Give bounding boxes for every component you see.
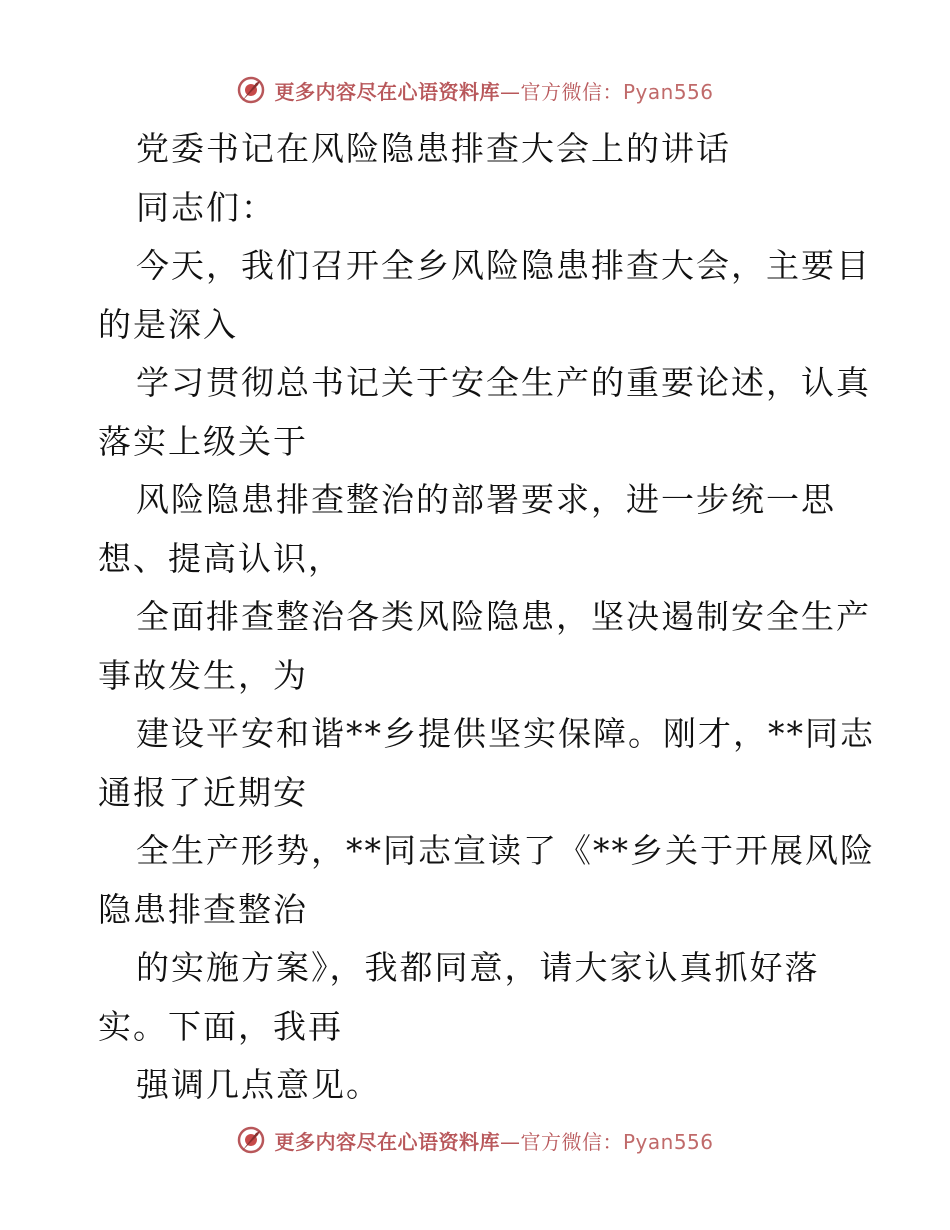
document-line: 学习贯彻总书记关于安全生产的重要论述，认真 (136, 363, 871, 402)
document-line: 今天，我们召开全乡风险隐患排查大会，主要目 (136, 246, 871, 285)
document-line: 事故发生，为 (98, 655, 308, 695)
document-line: 隐患排查整治 (98, 889, 308, 929)
document-line: 建设平安和谐**乡提供坚实保障。刚才，**同志 (136, 714, 875, 753)
watermark-text (274, 1126, 713, 1155)
watermark-main: 更多内容尽在心语资料库 (274, 79, 500, 104)
document-line: 落实上级关于 (98, 421, 308, 461)
document-line: 实。下面，我再 (98, 1006, 343, 1046)
document-line: 的实施方案》，我都同意，请大家认真抓好落 (136, 948, 820, 987)
document-line: 风险隐患排查整治的部署要求，进一步统一思 (136, 480, 836, 519)
document-line: 的是深入 (98, 304, 238, 344)
document-line: 强调几点意见。 (136, 1065, 381, 1104)
watermark-dash: — (499, 1129, 521, 1154)
watermark-wechat-id: Pyan556 (622, 79, 714, 104)
footer-watermark (0, 1120, 950, 1160)
watermark-text (274, 76, 713, 105)
quill-logo-icon (236, 1125, 266, 1155)
document-line: 同志们： (136, 187, 276, 227)
document-line: 全生产形势，**同志宣读了《**乡关于开展风险 (136, 831, 875, 870)
quill-logo-icon (236, 75, 266, 105)
watermark-main: 更多内容尽在心语资料库 (274, 1129, 500, 1154)
document-line: 想、提高认识， (98, 538, 343, 578)
document-title: 党委书记在风险隐患排查大会上的讲话 (136, 129, 731, 168)
document-body (98, 120, 875, 1115)
watermark-wechat-label: 官方微信： (520, 1129, 623, 1154)
watermark-wechat-id: Pyan556 (622, 1129, 714, 1154)
watermark-dash: — (499, 79, 521, 104)
document-line: 通报了近期安 (98, 772, 308, 812)
watermark-wechat-label: 官方微信： (520, 79, 623, 104)
document-line: 全面排查整治各类风险隐患，坚决遏制安全生产 (136, 597, 871, 636)
header-watermark (0, 70, 950, 110)
